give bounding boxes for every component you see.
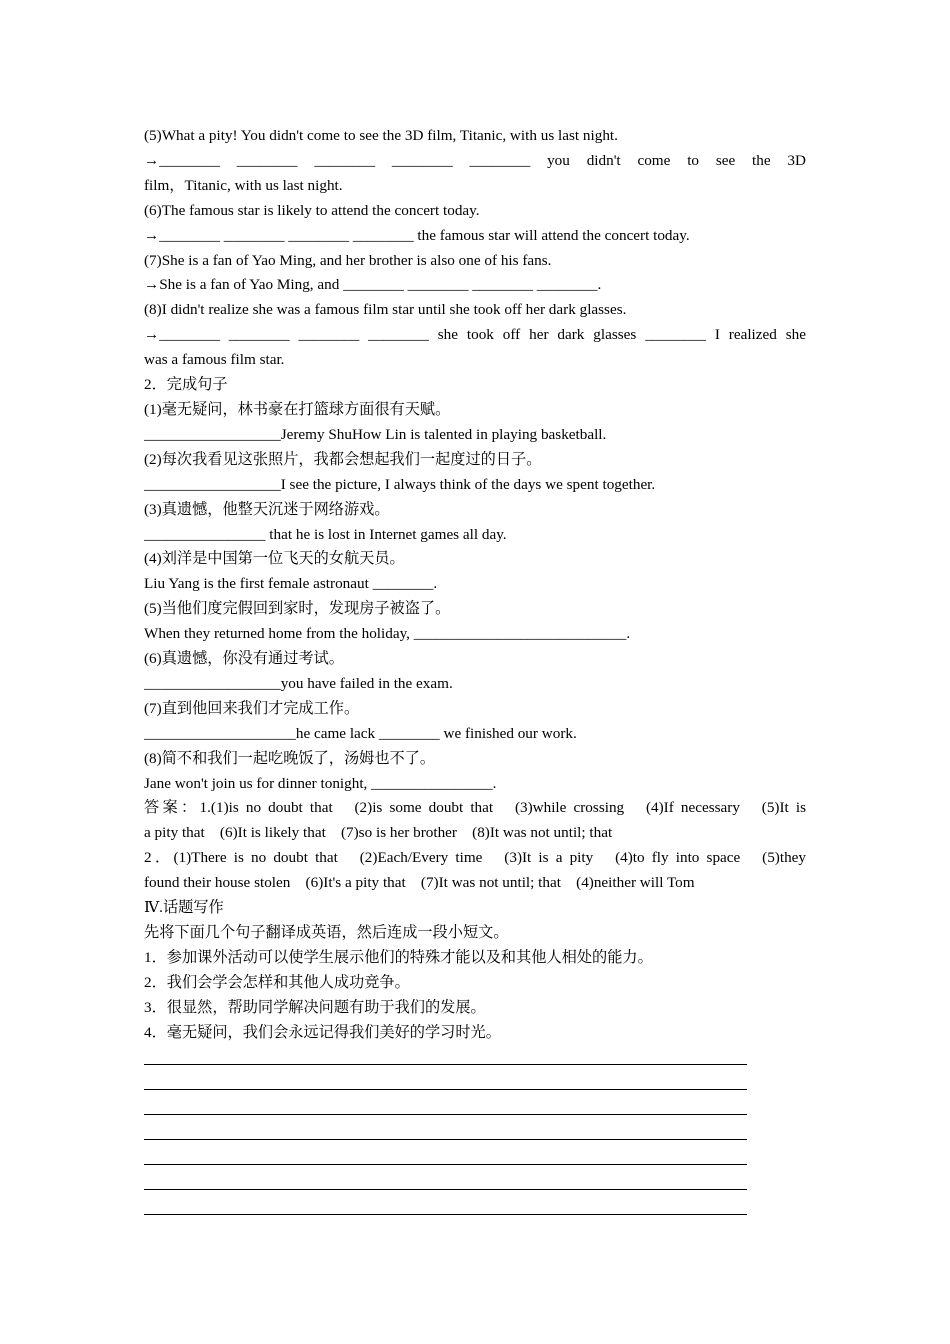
writing-answer-line-4[interactable] (144, 1120, 747, 1145)
q8-rewrite-line2: was a famous film star. (144, 351, 285, 369)
cs-item-3-zh: (3)真遗憾，他整天沉迷于网络游戏。 (144, 500, 390, 518)
writing-answer-line-5[interactable] (144, 1145, 747, 1170)
section-heading-topic-writing: Ⅳ.话题写作 (144, 899, 224, 917)
topic-item-2: 2．我们会学会怎样和其他人成功竞争。 (144, 973, 410, 991)
cs-item-7-zh: (7)直到他回来我们才完成工作。 (144, 699, 360, 717)
answers-line-4: found their house stolen (6)It's a pity that (7)It was not until; that (4)neither will Tom (144, 874, 695, 892)
writing-answer-line-7[interactable] (144, 1195, 747, 1220)
cs-item-7-en: ____________________he came lack ________ we finished our work. (144, 724, 577, 742)
cs-item-1-en: __________________Jeremy ShuHow Lin is talented in playing basketball. (144, 425, 607, 443)
cs-item-3-en: ________________ that he is lost in Internet games all day. (144, 525, 507, 543)
cs-item-2-en: __________________I see the picture, I always think of the days we spent together. (144, 475, 656, 493)
writing-answer-line-1[interactable] (144, 1046, 747, 1071)
q7-rewrite: →She is a fan of Yao Ming, and ________ ________ ________ ________. (144, 276, 602, 294)
cs-item-1-zh: (1)毫无疑问，林书豪在打篮球方面很有天赋。 (144, 400, 451, 418)
topic-item-1: 1．参加课外活动可以使学生展示他们的特殊才能以及和其他人相处的能力。 (144, 948, 653, 966)
cs-item-8-en: Jane won't join us for dinner tonight, ________________. (144, 774, 497, 792)
cs-item-4-en: Liu Yang is the first female astronaut ________. (144, 575, 438, 593)
answers-line-2: a pity that (6)It is likely that (7)so is her brother (8)It was not until; that (144, 824, 613, 842)
cs-item-6-zh: (6)真遗憾，你没有通过考试。 (144, 650, 344, 668)
cs-item-6-en: __________________you have failed in the exam. (144, 674, 453, 692)
q8-rewrite-line1: →________ ________ ________ ________ she took off her dark glasses ________ I realized she (144, 326, 806, 344)
topic-item-3: 3．很显然，帮助同学解决问题有助于我们的发展。 (144, 998, 486, 1016)
q5-rewrite-line1: →________ ________ ________ ________ ________ you didn't come to see the 3D (144, 151, 806, 169)
q5-rewrite-line2: film，Titanic, with us last night. (144, 176, 343, 194)
cs-item-4-zh: (4)刘洋是中国第一位飞天的女航天员。 (144, 550, 405, 568)
q6-original: (6)The famous star is likely to attend the concert today. (144, 201, 480, 219)
writing-answer-line-6[interactable] (144, 1170, 747, 1195)
q5-original: (5)What a pity! You didn't come to see the 3D film, Titanic, with us last night. (144, 127, 618, 144)
writing-answer-line-3[interactable] (144, 1095, 747, 1120)
cs-item-2-zh: (2)每次我看见这张照片，我都会想起我们一起度过的日子。 (144, 450, 542, 468)
cs-item-5-en: When they returned home from the holiday, ____________________________. (144, 625, 631, 643)
q8-original: (8)I didn't realize she was a famous film star until she took off her dark glasses. (144, 301, 627, 319)
q7-original: (7)She is a fan of Yao Ming, and her brother is also one of his fans. (144, 251, 552, 269)
answers-line-3: 2．(1)There is no doubt that (2)Each/Every time (3)It is a pity (4)to fly into space (5)they (144, 849, 806, 867)
answers-line-1: 答案：1.(1)is no doubt that (2)is some doubt that (3)while crossing (4)If necessary (5)It is (144, 799, 806, 817)
cs-item-8-zh: (8)简不和我们一起吃晚饭了，汤姆也不了。 (144, 749, 436, 767)
topic-item-4: 4．毫无疑问，我们会永远记得我们美好的学习时光。 (144, 1023, 501, 1041)
writing-answer-line-2[interactable] (144, 1070, 747, 1095)
cs-item-5-zh: (5)当他们度完假回到家时，发现房子被盗了。 (144, 600, 451, 618)
q6-rewrite: →________ ________ ________ ________ the famous star will attend the concert today. (144, 226, 690, 244)
section-heading-complete-sentences: 2．完成句子 (144, 376, 228, 394)
worksheet-page (144, 124, 806, 1220)
topic-writing-instruction: 先将下面几个句子翻译成英语，然后连成一段小短文。 (144, 924, 509, 941)
